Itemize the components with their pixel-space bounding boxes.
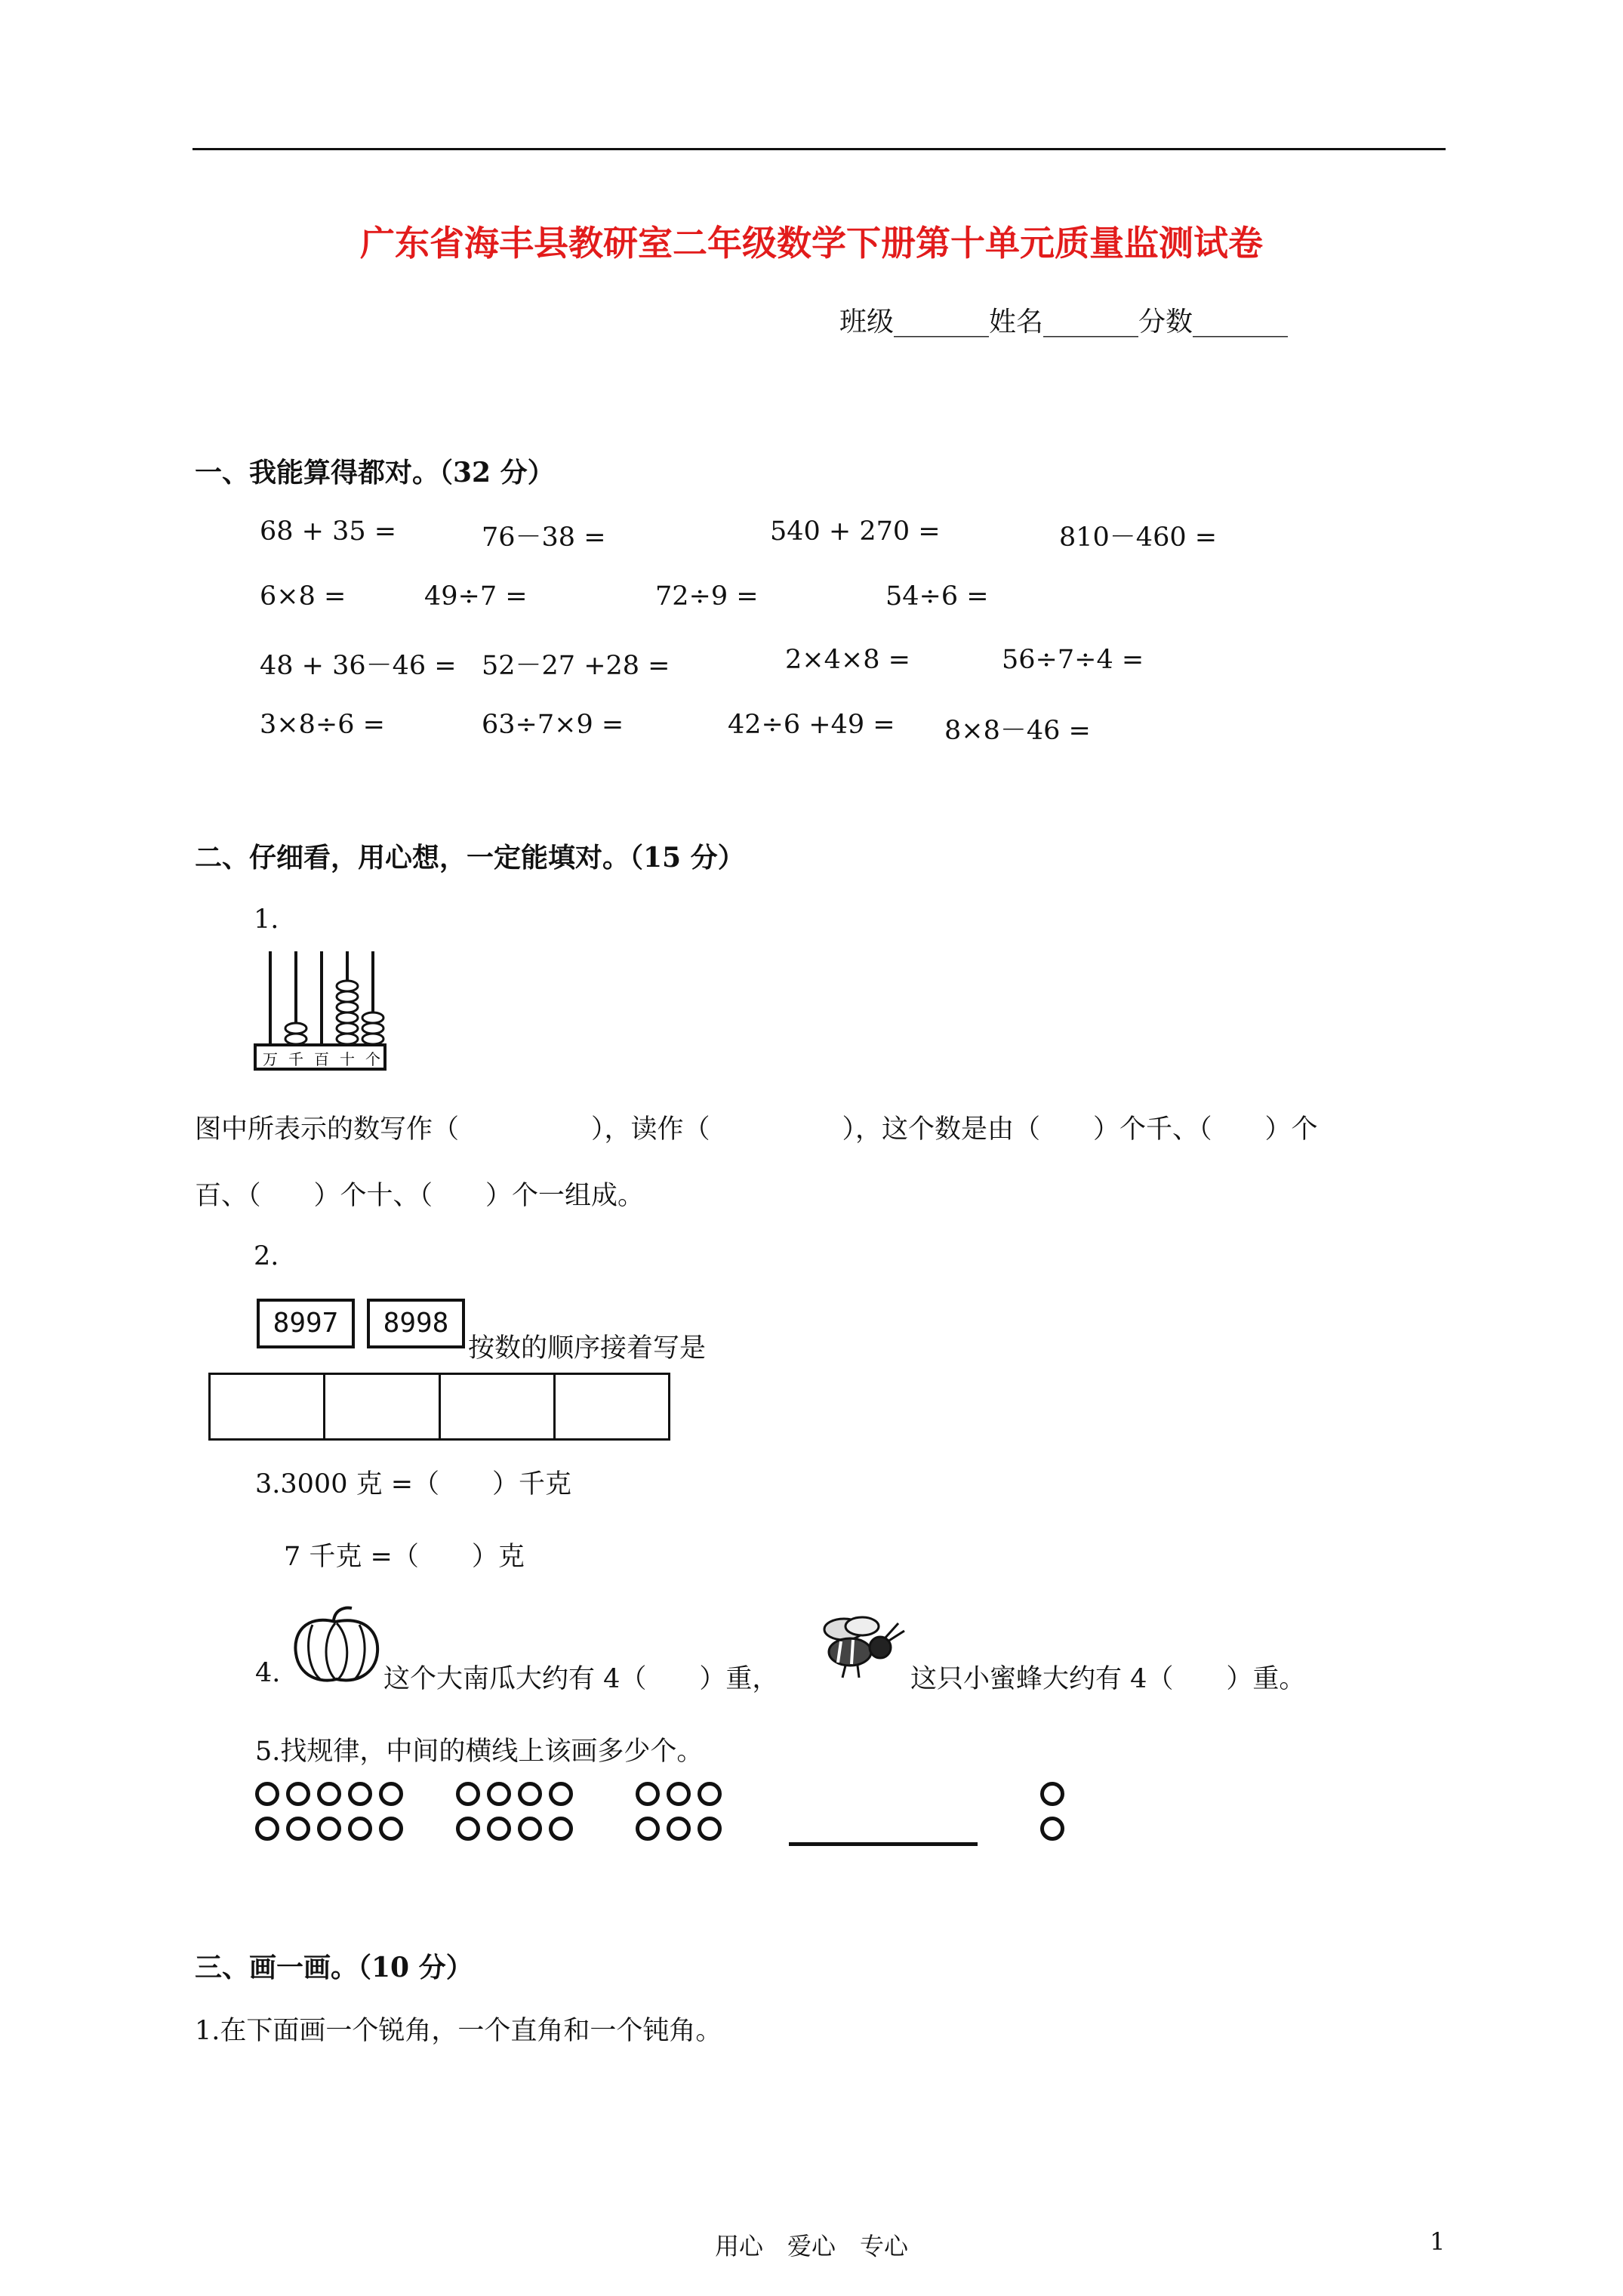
- pattern-circle: [1040, 1817, 1064, 1841]
- answer-cell[interactable]: [556, 1375, 668, 1438]
- pattern-circle: [348, 1817, 372, 1841]
- calc-item: 42÷6 +49 =: [728, 710, 895, 740]
- q3-line2: 7 千克 =（ ）克: [284, 1542, 525, 1572]
- number-box-8997: 8997: [257, 1299, 355, 1348]
- answer-cell[interactable]: [325, 1375, 440, 1438]
- pumpkin-icon: [290, 1604, 382, 1687]
- q4-text2: 这只小蜜蜂大约有 4（ ）重。: [910, 1664, 1306, 1694]
- pattern-circle: [255, 1782, 279, 1806]
- calc-item: 68 + 35 =: [260, 516, 397, 547]
- answer-grid[interactable]: [208, 1373, 670, 1441]
- section2-heading: 二、仔细看，用心想，一定能填对。（15 分）: [195, 842, 745, 874]
- calc-item: 2×4×8 =: [785, 645, 910, 675]
- calc-item: 76－38 =: [482, 522, 606, 553]
- top-rule: [192, 148, 1446, 150]
- q2-text: 按数的顺序接着写是: [468, 1333, 707, 1364]
- calc-item: 810－460 =: [1059, 522, 1218, 553]
- abacus-label: 千: [288, 1050, 303, 1068]
- pattern-circle: [286, 1817, 310, 1841]
- pattern-circle: [549, 1782, 573, 1806]
- pattern-circle: [379, 1817, 403, 1841]
- q1-number: 1.: [254, 905, 279, 935]
- q5-text: 5.找规律，中间的横线上该画多少个。: [255, 1737, 704, 1767]
- pattern-circle: [518, 1782, 542, 1806]
- bee-icon: [815, 1613, 909, 1682]
- section3-heading: 三、画一画。（10 分）: [195, 1952, 473, 1983]
- pattern-circle: [317, 1817, 341, 1841]
- abacus-label: 万: [263, 1050, 278, 1068]
- calc-item: 8×8－46 =: [944, 716, 1091, 746]
- answer-cell[interactable]: [441, 1375, 556, 1438]
- calc-item: 72÷9 =: [655, 581, 759, 612]
- pattern-circle: [1040, 1782, 1064, 1806]
- calc-item: 48 + 36－46 =: [260, 651, 457, 681]
- q3-line1: 3.3000 克 =（ ）千克: [255, 1469, 572, 1499]
- pattern-circle: [698, 1817, 722, 1841]
- section3-q1: 1.在下面画一个锐角，一个直角和一个钝角。: [195, 2016, 722, 2046]
- answer-blank-line[interactable]: [789, 1842, 978, 1846]
- abacus-label: 个: [365, 1050, 380, 1068]
- calc-item: 3×8÷6 =: [260, 710, 385, 740]
- q1-text-line1: 图中所表示的数写作（ ），读作（ ），这个数是由（ ）个千、（ ）个: [195, 1114, 1318, 1145]
- pattern-circle: [456, 1782, 480, 1806]
- abacus-label: 百: [314, 1050, 329, 1068]
- number-box-8998: 8998: [367, 1299, 465, 1348]
- calc-item: 56÷7÷4 =: [1002, 645, 1144, 675]
- q4-text1: 这个大南瓜大约有 4（ ）重，: [383, 1664, 779, 1694]
- pattern-circle: [255, 1817, 279, 1841]
- section1-heading: 一、我能算得都对。（32 分）: [195, 457, 555, 488]
- pattern-circle: [518, 1817, 542, 1841]
- abacus-label: 十: [340, 1050, 355, 1068]
- page-title: 广东省海丰县教研室二年级数学下册第十单元质量监测试卷: [360, 223, 1263, 264]
- calc-item: 63÷7×9 =: [482, 710, 624, 740]
- q1-text-line2: 百、（ ）个十、（ ）个一组成。: [195, 1181, 645, 1211]
- pattern-circle: [667, 1817, 691, 1841]
- pattern-circle: [667, 1782, 691, 1806]
- calc-item: 49÷7 =: [424, 581, 528, 612]
- pattern-circle: [456, 1817, 480, 1841]
- pattern-circle: [348, 1782, 372, 1806]
- pattern-circle: [636, 1817, 660, 1841]
- pattern-circle: [317, 1782, 341, 1806]
- pattern-circle: [487, 1782, 511, 1806]
- answer-cell[interactable]: [211, 1375, 325, 1438]
- calc-item: 54÷6 =: [885, 581, 989, 612]
- calc-item: 6×8 =: [260, 581, 346, 612]
- footer-motto: 用心 爱心 专心: [714, 2232, 908, 2261]
- q2-number: 2.: [254, 1241, 279, 1271]
- q4-number: 4.: [255, 1658, 281, 1688]
- pattern-circle: [286, 1782, 310, 1806]
- student-info: 班级_______姓名_______分数_______: [839, 307, 1289, 337]
- pattern-circle: [379, 1782, 403, 1806]
- abacus-image: [254, 945, 387, 1071]
- calc-item: 52－27 +28 =: [482, 651, 670, 681]
- pattern-circle: [487, 1817, 511, 1841]
- calc-item: 540 + 270 =: [770, 516, 941, 547]
- pattern-circle: [698, 1782, 722, 1806]
- pattern-circle: [636, 1782, 660, 1806]
- page-number: 1: [1430, 2227, 1446, 2256]
- pattern-circle: [549, 1817, 573, 1841]
